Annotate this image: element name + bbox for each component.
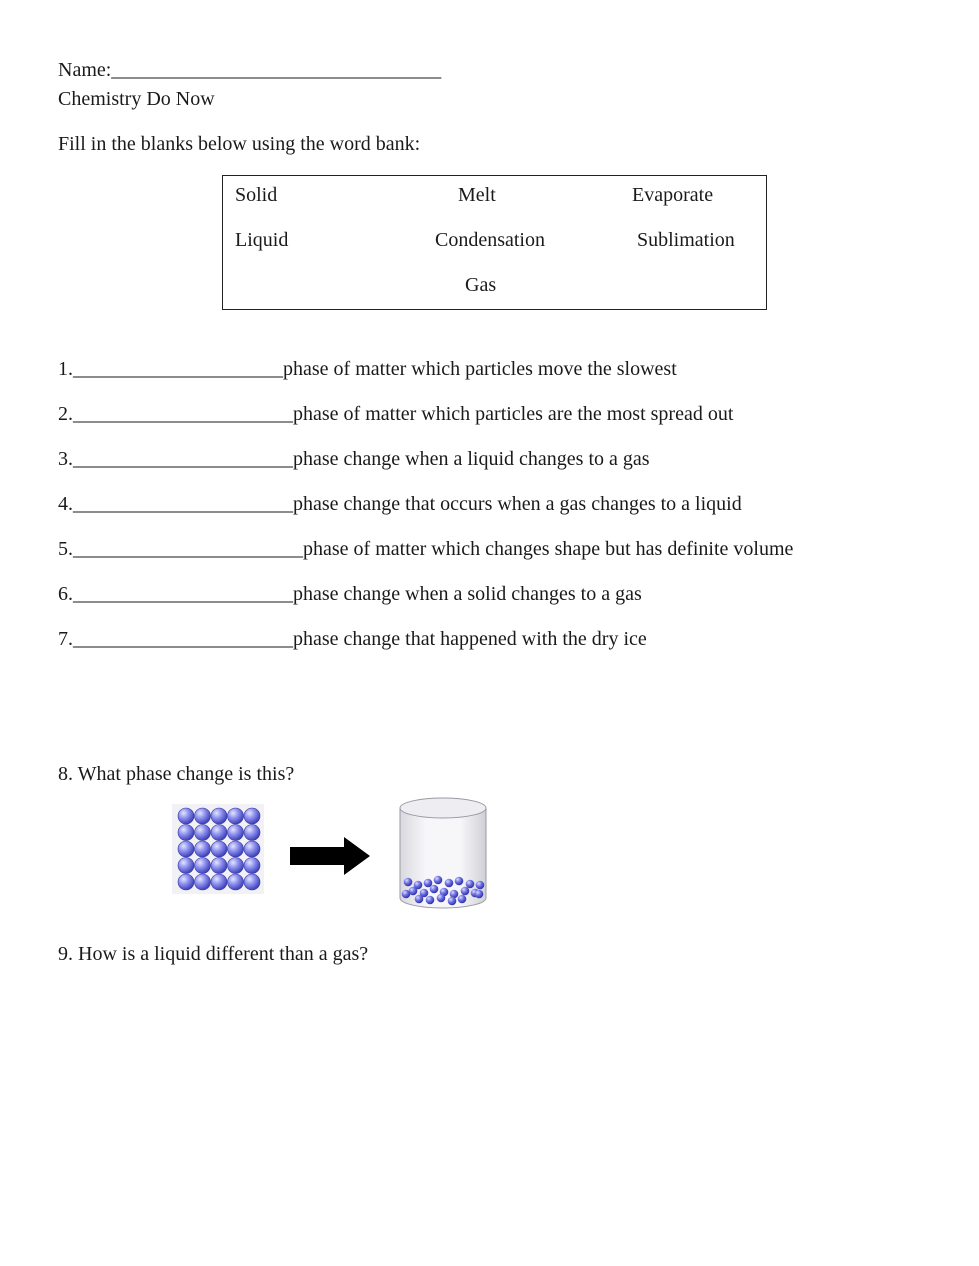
gas-particle — [445, 879, 454, 888]
question-3[interactable]: 3.______________________phase change when a liquid changes to a gas — [58, 448, 650, 470]
solid-particle — [211, 858, 227, 874]
solid-particle — [178, 858, 194, 874]
word-bank-liquid: Liquid — [235, 229, 289, 251]
solid-particle — [195, 825, 211, 841]
gas-particle — [430, 885, 439, 894]
question-5[interactable]: 5._______________________phase of matter which changes shape but has definite volume — [58, 538, 794, 560]
gas-particle — [458, 895, 467, 904]
solid-particle — [195, 874, 211, 890]
question-4[interactable]: 4.______________________phase change that occurs when a gas changes to a liquid — [58, 493, 742, 515]
question-1[interactable]: 1._____________________phase of matter which particles move the slowest — [58, 358, 677, 380]
word-bank-condensation: Condensation — [435, 229, 545, 251]
question-6[interactable]: 6.______________________phase change when a solid changes to a gas — [58, 583, 642, 605]
gas-particle — [466, 880, 475, 889]
word-bank-box — [222, 175, 767, 310]
gas-particle — [475, 890, 484, 899]
gas-particle — [437, 894, 446, 903]
question-9: 9. How is a liquid different than a gas? — [58, 943, 369, 965]
solid-particle — [211, 808, 227, 824]
instructions: Fill in the blanks below using the word bank: — [58, 133, 421, 155]
solid-particle — [178, 808, 194, 824]
solid-particle — [195, 858, 211, 874]
gas-particle — [404, 878, 413, 887]
right-arrow-icon — [288, 836, 374, 876]
gas-particle — [448, 897, 457, 906]
solid-particle — [195, 808, 211, 824]
gas-particle — [415, 895, 424, 904]
word-bank-sublimation: Sublimation — [637, 229, 735, 251]
solid-particle — [244, 858, 260, 874]
word-bank-melt: Melt — [458, 184, 496, 206]
solid-particle — [178, 874, 194, 890]
name-field-line[interactable]: Name:_________________________________ — [58, 59, 442, 81]
solid-particle — [228, 841, 244, 857]
solid-particle — [228, 825, 244, 841]
gas-particle — [455, 877, 464, 886]
word-bank-solid: Solid — [235, 184, 278, 206]
solid-particle — [228, 858, 244, 874]
solid-particle — [178, 841, 194, 857]
solid-particle — [244, 841, 260, 857]
solid-particle — [211, 874, 227, 890]
solid-particle — [244, 825, 260, 841]
gas-particle — [426, 896, 435, 905]
solid-particle — [178, 825, 194, 841]
word-bank-evaporate: Evaporate — [632, 184, 714, 206]
solid-particle — [211, 841, 227, 857]
gas-particle — [434, 876, 443, 885]
word-bank-gas: Gas — [465, 274, 497, 296]
question-2[interactable]: 2.______________________phase of matter which particles are the most spread out — [58, 403, 734, 425]
question-8: 8. What phase change is this? — [58, 763, 295, 785]
solid-particles-image — [168, 800, 268, 898]
solid-particle — [244, 808, 260, 824]
gas-particle — [461, 887, 470, 896]
gas-particle — [476, 881, 485, 890]
gas-particle — [402, 890, 411, 899]
document-title: Chemistry Do Now — [58, 88, 215, 110]
solid-particle — [211, 825, 227, 841]
solid-particle — [228, 874, 244, 890]
solid-particle — [228, 808, 244, 824]
solid-particle — [244, 874, 260, 890]
gas-container-image — [394, 790, 492, 914]
question-7[interactable]: 7.______________________phase change that happened with the dry ice — [58, 628, 647, 650]
solid-particle — [195, 841, 211, 857]
